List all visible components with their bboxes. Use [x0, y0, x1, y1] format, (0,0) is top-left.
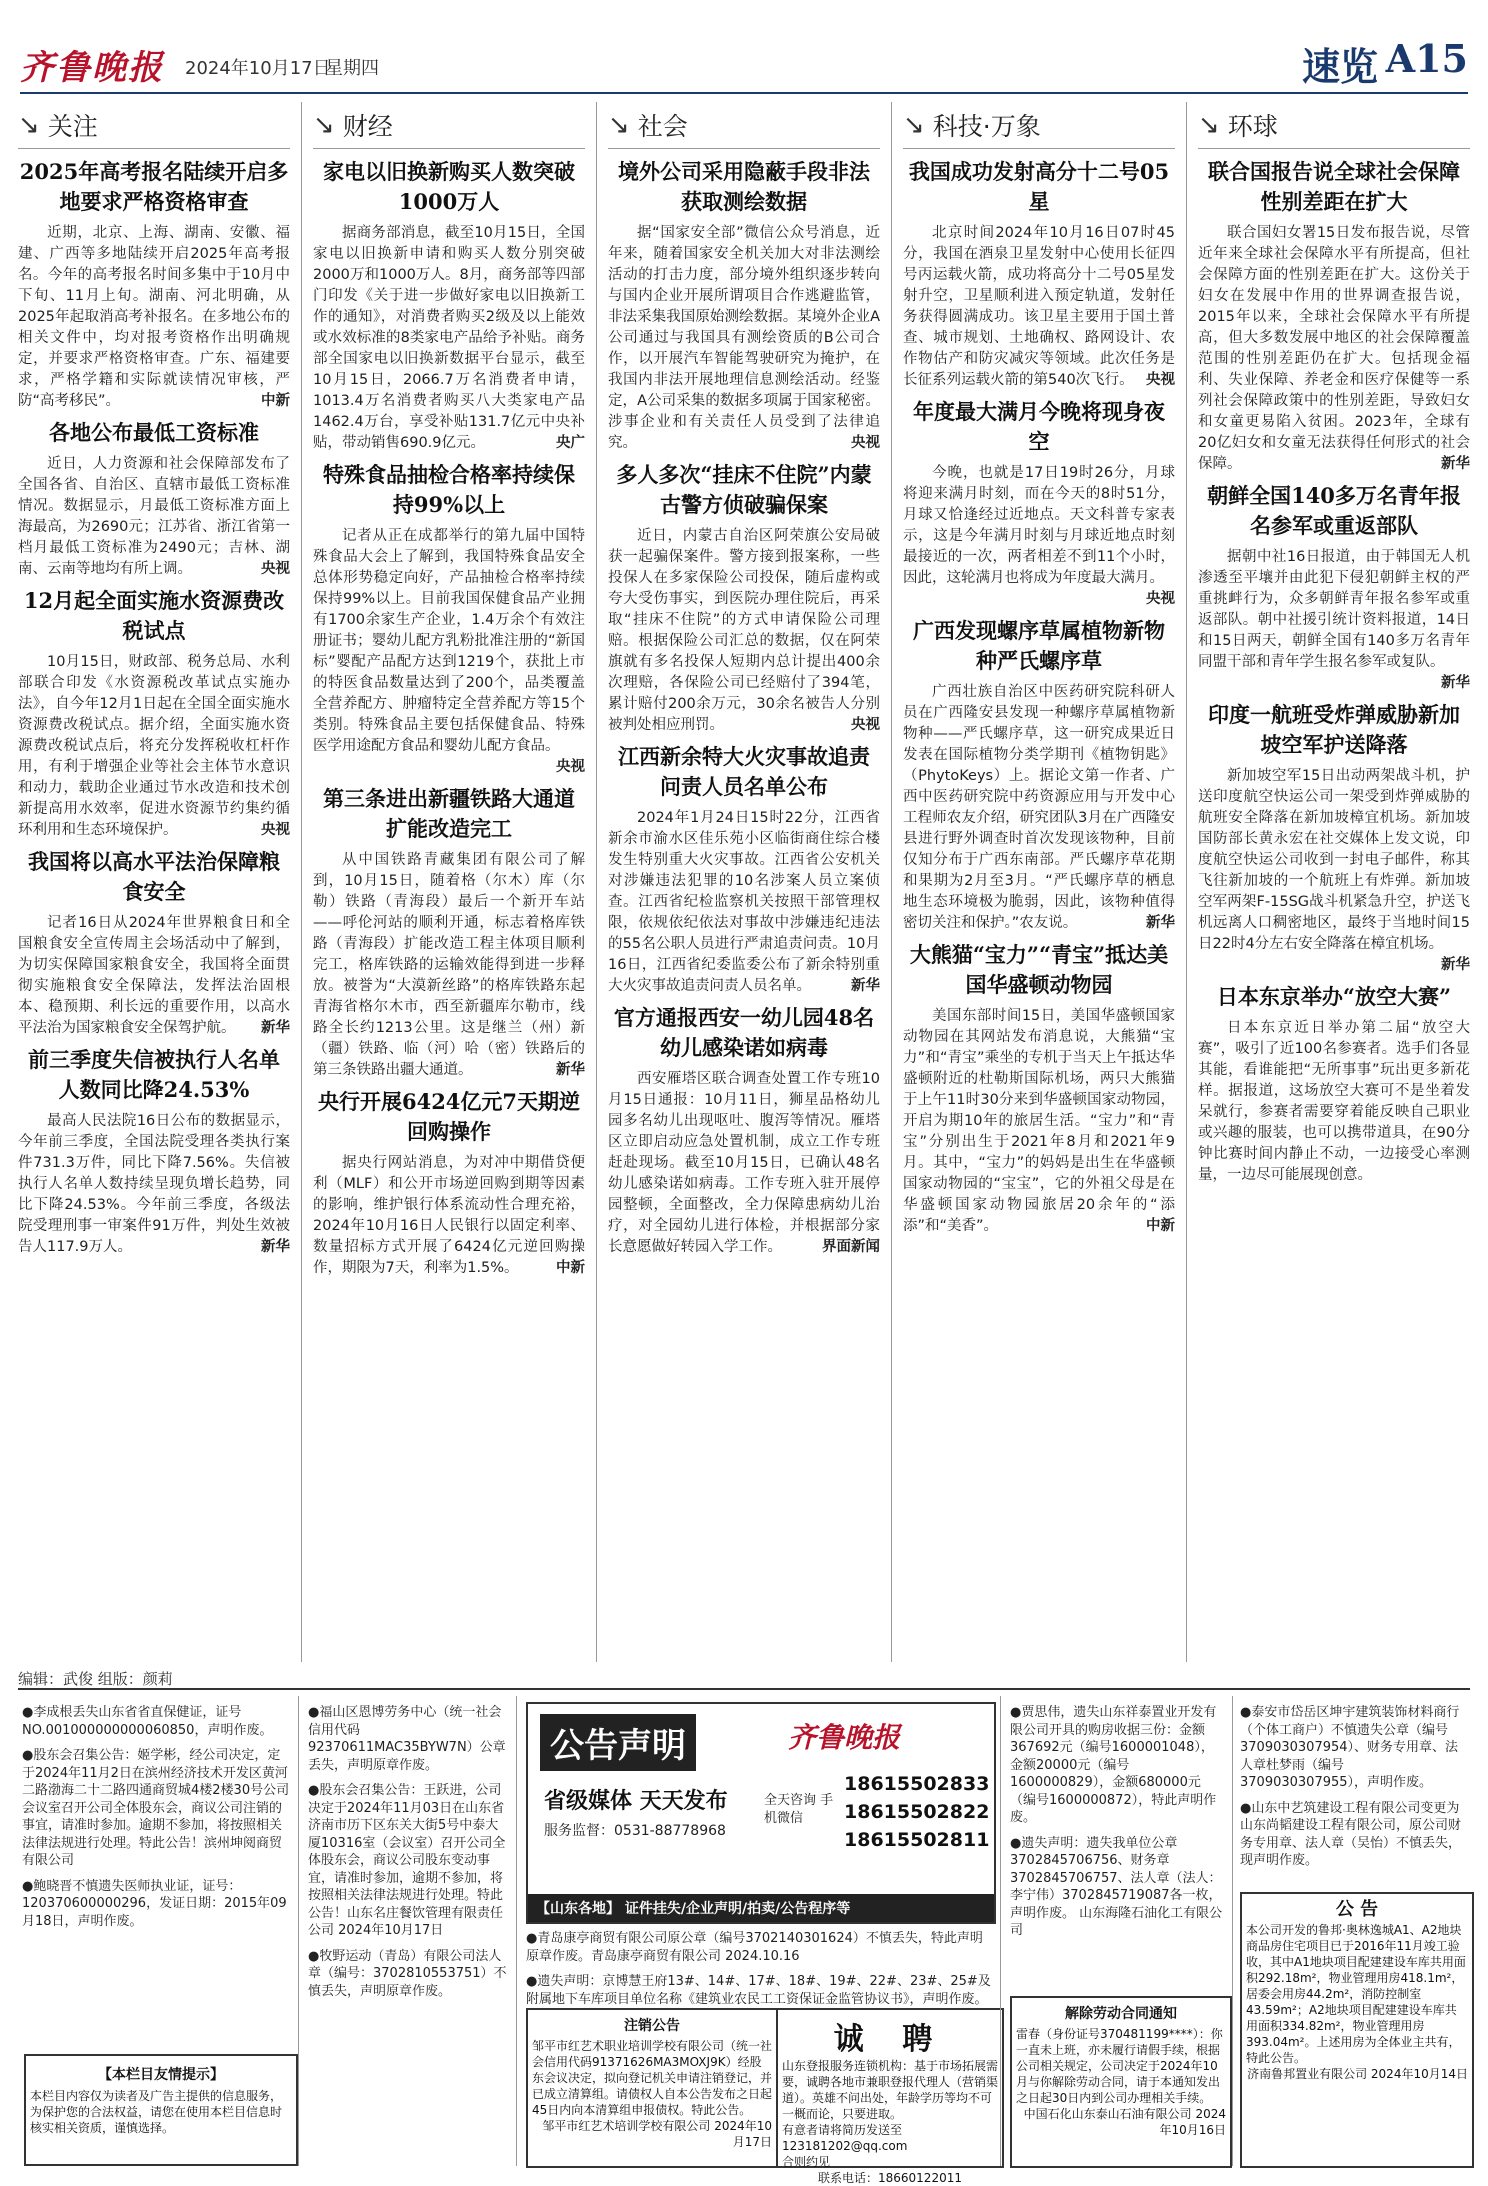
notice-title: 公告声明 — [540, 1714, 696, 1771]
ads-divider — [1232, 1696, 1233, 2166]
news-article — [608, 460, 880, 736]
article-text: 据商务部消息，截至10月15日，全国家电以旧换新申请和购买人数分别突破2000万和1000万人。8月，商务部等四部门印发《关于进一步做好家电以旧换新工作的通知》，对消费者购买2级及以上能效或水效标准的8类家电产品给予补贴。商务部全国家电以旧换新数据平台显示，截至10月15日，2066.7万名消费者申请，1013.4万名消费者购买八大类家电产品1462.4万台，享受补贴131.7亿元中央补贴，带动销售690.9亿元。 — [313, 225, 585, 451]
notice-phone: 18615502822 — [844, 1801, 990, 1823]
article-text: 据央行网站消息，为对冲中期借贷便利（MLF）和公开市场逆回购到期等因素的影响，维护银行体系流动性合理充裕，2024年10月16日人民银行以固定利率、数量招标方式开展了6424亿元逆回购操作，期限为7天，利率为1.5%。 — [313, 1155, 585, 1276]
column-title: 科技·万象 — [932, 112, 1041, 141]
article-text: 记者从正在成都举行的第九届中国特殊食品大会上了解到，我国特殊食品安全总体形势稳定向好，产品抽检合格率持续保持99%以上。目前我国保健食品产业拥有1700余家生产企业，1.4万余个有效注册证书；婴幼儿配方乳粉批准注册的“新国标”婴配产品配方达到1219个，获批上市的特医食品数量达到了200个，品类覆盖全营养配方、肿瘤特定全营养配方等15个类别。特殊食品主要包括保健食品、特殊医学用途配方食品和婴幼儿配方食品。 — [313, 528, 585, 754]
notice-slogan: 省级媒体 天天发布 — [544, 1789, 728, 1814]
news-article — [18, 157, 290, 412]
article-source: 央视 — [1146, 591, 1175, 607]
article-source: 界面新闻 — [822, 1239, 880, 1255]
recruit-ad — [776, 2008, 1004, 2185]
article-body — [608, 526, 880, 736]
news-article — [313, 157, 585, 454]
masthead — [20, 30, 1468, 90]
news-article — [18, 418, 290, 580]
article-headline: 年度最大满月今晚将现身夜空 — [913, 399, 1165, 454]
article-text: 今晚，也就是17日19时26分，月球将迎来满月时刻，而在今天的8时51分，月球又恰逢经过近地点。天文科普专家表示，这是今年满月时刻与月球近地点时刻最接近的一次，两者相差不到11个小时，因此，这轮满月也将成为年度最大满月。 — [903, 465, 1175, 586]
article-source: 新华 — [851, 978, 880, 994]
issue-date: 2024年10月17日 — [185, 58, 331, 79]
article-source: 中新 — [556, 1260, 585, 1276]
article-source: 新华 — [261, 1020, 290, 1036]
recruit-closing: 合则约见 — [782, 2155, 831, 2169]
news-article — [313, 1087, 585, 1279]
editor-line: 编辑：武俊 组版：颜莉 — [18, 1670, 173, 1688]
classified-item: ●贾思伟，遗失山东祥泰置业开发有限公司开具的购房收据三份：金额367692元（编号1600001048），金额20000元（编号1600000829），金额680000元（编号1600000872），特此声明作废。 — [1010, 1705, 1217, 1825]
article-text: 北京时间2024年10月16日07时45分，我国在酒泉卫星发射中心使用长征四号丙运载火箭，成功将高分十二号05星发射升空，卫星顺利进入预定轨道，发射任务获得圆满成功。该卫星主要用于国土普查、城市规划、土地确权、路网设计、农作物估产和防灾减灾等领域。此次任务是长征系列运载火箭的第540次飞行。 — [903, 225, 1175, 388]
labor-title: 解除劳动合同通知 — [1065, 2006, 1177, 2022]
article-body — [18, 1111, 290, 1258]
column-title: 社会 — [637, 112, 688, 141]
ads-divider — [298, 1696, 299, 2166]
article-headline: 前三季度失信被执行人名单人数同比降24.53% — [28, 1047, 280, 1102]
announcement — [1240, 1892, 1474, 2168]
article-body — [1198, 766, 1470, 976]
article-body — [313, 850, 585, 1081]
news-article — [1198, 157, 1470, 475]
article-source: 央视 — [851, 435, 880, 451]
news-column — [18, 102, 290, 1662]
article-headline: 特殊食品抽检合格率持续保持99%以上 — [323, 462, 575, 517]
news-article — [313, 460, 585, 778]
article-source: 新华 — [1441, 675, 1470, 691]
news-column — [608, 102, 880, 1662]
article-text: 记者16日从2024年世界粮食日和全国粮食安全宣传周主会场活动中了解到，为切实保障国家粮食安全，我国将全面贯彻实施粮食安全保障法，发挥法治固根本、稳预期、利长远的重要作用，以高水平法治为国家粮食安全保驾护航。 — [18, 915, 290, 1036]
article-source: 央视 — [261, 561, 290, 577]
article-text: 美国东部时间15日，美国华盛顿国家动物园在其网站发布消息说，大熊猫“宝力”和“青宝”乘坐的专机于当天上午抵达华盛顿附近的杜勒斯国际机场，两只大熊猫于上午11时30分来到华盛顿国家动物园，开启为期10年的旅居生活。“宝力”和“青宝”分别出生于2021年8月和2021年9月。其中，“宝力”的妈妈是出生在华盛顿国家动物园的“宝宝”，它的外祖父母是在华盛顿国家动物园旅居20余年的“添添”和“美香”。 — [903, 1008, 1175, 1234]
page-number: A15 — [1385, 36, 1468, 81]
article-headline: 广西发现螺序草属植物新物种严氏螺序草 — [913, 618, 1165, 673]
column-divider — [596, 102, 597, 1662]
article-body — [18, 454, 290, 580]
article-source: 央视 — [1146, 372, 1175, 388]
article-body — [313, 1153, 585, 1279]
news-article — [18, 586, 290, 841]
article-headline: 印度一航班受炸弹威胁新加坡空军护送降落 — [1208, 702, 1460, 757]
ads-column-4 — [1010, 1704, 1224, 1948]
article-headline: 我国成功发射高分十二号05星 — [908, 159, 1170, 214]
article-body — [608, 223, 880, 454]
article-text: 新加坡空军15日出动两架战斗机，护送印度航空快运公司一架受到炸弹威胁的航班安全降落在新加坡樟宜机场。新加坡国防部长黄永宏在社交媒体上发文说，印度航空快运公司收到一封电子邮件，称其飞往新加坡的一个航班上有炸弹。新加坡空军两架F-15SG战斗机紧急升空，护送飞机远离人口稠密地区，最终于当地时间15日22时4分左右安全降落在樟宜机场。 — [1198, 768, 1470, 952]
article-text: 联合国妇女署15日发布报告说，尽管近年来全球社会保障水平有所提高，但社会保障方面的性别差距在扩大。这份关于妇女在发展中作用的世界调查报告说，2015年以来，全球社会保障水平有所提高，但大多数发展中地区的社会保障覆盖范围的性别差距仍在扩大。包括现金福利、失业保障、养老金和医疗保健等一系列社会保障政策中的性别差距，导致妇女和女童更易陷入贫困。2023年，全球有20亿妇女和女童无法获得任何形式的社会保障。 — [1198, 225, 1470, 472]
article-headline: 日本东京举办“放空大赛” — [1216, 984, 1452, 1009]
article-source: 新华 — [1441, 456, 1470, 472]
ads-column-2 — [308, 1704, 508, 2008]
column-header — [313, 102, 585, 149]
article-text: 2024年1月24日15时22分，江西省新余市渝水区佳乐苑小区临街商住综合楼发生特别重大火灾事故。江西省公安机关对涉嫌违法犯罪的10名涉案人员立案侦查。江西省纪检监察机关按照干部管理权限，依规依纪依法对事故中涉嫌违纪违法的55名公职人员进行严肃追责问责。10月16日，江西省纪委监委公布了新余特别重大火灾事故追责问责人员名单。 — [608, 810, 880, 994]
article-text: 据“国家安全部”微信公众号消息，近年来，随着国家安全机关加大对非法测绘活动的打击力度，部分境外组织逐步转向与国内企业开展所谓项目合作逃避监管，非法采集我国原始测绘数据。某境外企业A公司通过与我国具有测绘资质的B公司合作，以开展汽车智能驾驶研究为掩护，在我国内非法开展地理信息测绘活动。经鉴定，A公司采集的数据多项属于国家秘密。涉事企业和有关责任人员受到了法律追究。 — [608, 225, 880, 451]
article-source: 新华 — [1441, 957, 1470, 973]
article-headline: 联合国报告说全球社会保障性别差距在扩大 — [1208, 159, 1460, 214]
recruit-email: 有意者请将简历发送至123181202@qq.com — [782, 2123, 908, 2153]
article-headline: 朝鲜全国140多万名青年报名参军或重返部队 — [1207, 483, 1461, 538]
article-body — [903, 223, 1175, 391]
article-text: 近期，北京、上海、湖南、安徽、福建、广西等多地陆续开启2025年高考报名。今年的高考报名时间多集中于10月中下旬、11月上旬。湖南、河北明确，从2025年起取消高考补报名。在多地公布的相关文件中，均对报考资格作出明确规定，并要求严格资格审查。广东、福建要求，严格学籍和实际就读情况审核，严防“高考移民”。 — [18, 225, 290, 409]
classified-item: ●股东会召集公告：姬学彬，经公司决定，定于2024年11月2日在滨州经济技术开发区黄河二路渤海二十二路四通商贸城4楼2楼30号公司会议室召开公司全体股东会，商议公司注销的事宜，请准时参加。逾期不参加，将按照相关法律法规进行处理。特此公告！滨州坤阅商贸有限公司 — [22, 1748, 290, 1868]
labor-signer: 中国石化山东泰山石油有限公司 2024年10月16日 — [1023, 2107, 1226, 2137]
news-columns — [18, 102, 1470, 1662]
news-article — [903, 157, 1175, 391]
arrow-icon: ↘ — [608, 110, 630, 140]
tip-body: 本栏目内容仅为读者及广告主提供的信息服务，为保护您的合法权益，请您在使用本栏目信息时核实相关资质，谨慎选择。 — [30, 2089, 283, 2135]
notice-bar: 【山东各地】 证件挂失/企业声明/拍卖/公告程序等 — [528, 1894, 994, 1922]
news-article — [903, 397, 1175, 610]
classified-item: ●鲍晓晋不慎遗失医师执业证，证号：120370600000296，发证日期：2015年09月18日，声明作废。 — [22, 1878, 287, 1929]
ads-divider — [516, 1696, 517, 2166]
column-title: 环球 — [1227, 112, 1278, 141]
recruit-title: 诚 聘 — [833, 2022, 947, 2057]
article-text: 从中国铁路青藏集团有限公司了解到，10月15日，随着格（尔木）库（尔勒）铁路（青海段）最后一个新开车站——呼伦河站的顺利开通，标志着格库铁路（青海段）扩能改造工程主体项目顺利完工，格库铁路的运输效能得到进一步释放。被誉为“大漠新丝路”的格库铁路东起青海省格尔木市，西至新疆库尔勒市，线路全长约1213公里。这是继兰（州）新（疆）铁路、临（河）哈（密）铁路后的第三条铁路出疆大通道。 — [313, 852, 585, 1078]
cancel-signer: 邹平市红艺术培训学校有限公司 2024年10月17日 — [542, 2119, 772, 2149]
section-name: 速览 — [1301, 44, 1378, 89]
article-text: 近日，人力资源和社会保障部发布了全国各省、自治区、直辖市最低工资标准情况。数据显示，月最低工资标准方面上海最高，为2690元；江苏省、浙江省第一档月最低工资标准为2490元；吉林、湖南、云南等地均有所上调。 — [18, 456, 290, 577]
article-source: 央视 — [261, 822, 290, 838]
tip-title: 【本栏目友情提示】 — [98, 2067, 224, 2083]
article-body — [608, 1069, 880, 1258]
news-article — [18, 1045, 290, 1258]
cancel-notice — [526, 2008, 778, 2168]
notice-brand: 齐鲁晚报 — [788, 1721, 901, 1754]
news-article — [18, 847, 290, 1039]
article-source: 中新 — [261, 393, 290, 409]
article-body — [18, 223, 290, 412]
article-body — [1198, 223, 1470, 475]
article-headline: 大熊猫“宝力”“青宝”抵达美国华盛顿动物园 — [909, 942, 1169, 997]
article-source: 新华 — [1146, 915, 1175, 931]
column-divider — [1186, 102, 1187, 1662]
article-headline: 官方通报西安一幼儿园48名幼儿感染诺如病毒 — [613, 1005, 875, 1060]
classified-item: ●股东会召集公告：王跃进，公司决定于2024年11月03日在山东省济南市历下区东关大街5号中泰大厦10316室（会议室）召开公司全体股东会，商议公司股东变动事宜，请准时参加，逾期不参加，将按照相关法律法规进行处理。特此公告！山东名庄餐饮管理有限责任公司 2024年10月17日 — [308, 1783, 506, 1938]
issue-weekday: 星期四 — [325, 58, 379, 79]
article-headline: 江西新余特大火灾事故追责问责人员名单公布 — [618, 744, 870, 799]
article-body — [903, 463, 1175, 610]
news-article — [903, 940, 1175, 1237]
ads-rule — [18, 1688, 1470, 1690]
classified-item: ●李成根丢失山东省省直保健证，证号NO.001000000000060850，声明作废。 — [22, 1705, 273, 1738]
ads-divider — [1000, 1696, 1001, 2166]
article-body — [18, 913, 290, 1039]
news-article — [608, 157, 880, 454]
article-body — [1198, 547, 1470, 694]
article-body — [903, 1006, 1175, 1237]
article-headline: 家电以旧换新购买人数突破1000万人 — [323, 159, 575, 214]
article-source: 新华 — [261, 1239, 290, 1255]
news-article — [1198, 481, 1470, 694]
article-headline: 12月起全面实施水资源费改税试点 — [23, 588, 285, 643]
news-article — [903, 616, 1175, 934]
article-body — [18, 652, 290, 841]
classified-item: ●福山区恩博劳务中心（统一社会信用代码92370611MAC35BYW7N）公章丢失，声明原章作废。 — [308, 1705, 506, 1773]
article-text: 日本东京近日举办第二届“放空大赛”，吸引了近100名参赛者。选手们各显其能，看谁能把“无所事事”玩出更多新花样。据报道，这场放空大赛可不是坐着发呆就行，参赛者需要穿着能反映自己职业或兴趣的服装，也可以携带道具，在90分钟比赛时间内静止不动，一边接受心率测量，一边尽可能展现创意。 — [1198, 1020, 1470, 1183]
article-text: 广西壮族自治区中医药研究院科研人员在广西隆安县发现一种螺序草属植物新物种——严氏螺序草，这一研究成果近日发表在国际植物分类学期刊《植物钥匙》（PhytoKeys）上。据论文第一作者、广西中医药研究院中药资源应用与开发中心工程师农友介绍，研究团队3月在广西隆安县进行野外调查时首次发现该物种，目前仅知分布于广西东南部。严氏螺序草花期和果期为2月至3月。“严氏螺序草的栖息地生态环境极为脆弱，因此，该物种值得密切关注和保护。”农友说。 — [903, 684, 1175, 931]
cancel-title: 注销公告 — [624, 2018, 680, 2034]
article-source: 新华 — [556, 1062, 585, 1078]
cancel-body: 邹平市红艺术职业培训学校有限公司（统一社会信用代码91371626MA3MOXJ9K）经股东会议决定，拟向登记机关申请注销登记，并已成立清算组。请债权人自本公告发布之日起45日内向本清算组申报债权。特此公告。 — [532, 2039, 773, 2117]
classified-item: ●遗失声明：遗失我单位公章3702845706756、财务章3702845706757、法人章（法人：李宁伟）3702845719087各一枚，声明作废。 山东海隆石油化工有限公司 — [1010, 1835, 1223, 1938]
news-article — [1198, 982, 1470, 1186]
news-article — [608, 742, 880, 997]
article-headline: 央行开展6424亿元7天期逆回购操作 — [317, 1089, 581, 1144]
article-text: 西安雁塔区联合调查处置工作专班10月15日通报：10月11日，狮星品格幼儿园多名幼儿出现呕吐、腹泻等情况。雁塔区立即启动应急处置机制，成立工作专班赶赴现场。截至10月15日，已确认48名幼儿感染诺如病毒。工作专班入驻开展停园整顿，全面整改，全力保障患病幼儿治疗，对全园幼儿进行体检，并根据部分家长意愿做好转园入学工作。 — [608, 1071, 880, 1255]
article-headline: 各地公布最低工资标准 — [49, 420, 259, 445]
article-headline: 2025年高考报名陆续开启多地要求严格资格审查 — [19, 159, 289, 214]
announce-title: 公 告 — [1335, 1899, 1379, 1920]
notice-ad — [526, 1702, 996, 1924]
column-header — [1198, 102, 1470, 149]
news-article — [608, 1003, 880, 1258]
news-article — [313, 784, 585, 1081]
notice-service: 全天咨询 手机微信 — [764, 1793, 834, 1826]
tip-box — [24, 2054, 298, 2166]
column-divider — [891, 102, 892, 1662]
classified-item: ●遗失声明：京博慧王府13#、14#、17#、18#、19#、22#、23#、25#及附属地下车库项目单位名称《建筑业农民工工资保证金监管协议书》，声明作废。 — [526, 1974, 991, 2007]
ads-middle — [526, 1930, 992, 2016]
news-column — [903, 102, 1175, 1662]
article-source: 央视 — [556, 759, 585, 775]
arrow-icon: ↘ — [18, 110, 40, 140]
column-title: 关注 — [47, 112, 98, 141]
classified-ads — [18, 1696, 1470, 2185]
article-headline: 境外公司采用隐蔽手段非法获取测绘数据 — [618, 159, 870, 214]
article-body — [903, 682, 1175, 934]
ads-column-5 — [1240, 1704, 1466, 1878]
classified-item: ●山东中艺筑建设工程有限公司变更为山东尚韬建设工程有限公司，原公司财务专用章、法人章（吴怡）不慎丢失，现声明作废。 — [1240, 1800, 1462, 1868]
ads-column-1 — [22, 1704, 292, 1938]
article-source: 央广 — [556, 435, 585, 451]
news-article — [1198, 700, 1470, 976]
article-source: 中新 — [1146, 1218, 1175, 1234]
arrow-icon: ↘ — [1198, 110, 1220, 140]
article-headline: 我国将以高水平法治保障粮食安全 — [28, 849, 280, 904]
notice-phone: 18615502811 — [844, 1829, 990, 1851]
article-body — [1198, 1018, 1470, 1186]
news-column — [1198, 102, 1470, 1662]
notice-phone: 18615502833 — [844, 1773, 990, 1795]
announce-body: 本公司开发的鲁邦·奥林逸城A1、A2地块商品房住宅项目已于2016年11月竣工验收，其中A1地块项目配建建设车库共用面积292.18m²，物业管理用房418.1m²，居委会用房44.2m²，消防控制室43.59m²；A2地块项目配建建设车库共用面积334.82m²，物业管理用房393.04m²。上述用房为全体业主共有，特此公告。 — [1246, 1923, 1466, 2065]
announce-signer: 济南鲁邦置业有限公司 2024年10月14日 — [1247, 2067, 1468, 2081]
column-title: 财经 — [342, 112, 393, 141]
article-headline: 多人多次“挂床不住院”内蒙古警方侦破骗保案 — [616, 462, 872, 517]
arrow-icon: ↘ — [313, 110, 335, 140]
article-body — [608, 808, 880, 997]
article-text: 10月15日，财政部、税务总局、水利部联合印发《水资源税改革试点实施办法》，自今年12月1日起在全国全面实施水资源费改税试点。据介绍，全面实施水资源费改税试点后，将充分发挥税收杠杆作用，有利于增强企业等社会主体节水意识和动力，载助企业通过节水改造和技术创新提高用水效率，促进水资源节约集约循环利用和生态环境保护。 — [18, 654, 290, 838]
column-header — [903, 102, 1175, 149]
column-header — [608, 102, 880, 149]
article-text: 最高人民法院16日公布的数据显示，今年前三季度，全国法院受理各类执行案件731.3万件，同比下降7.56%。失信被执行人名单人数持续呈现负增长趋势，同比下降24.53%。今年前三季度，各级法院受理刑事一审案件91万件，判处生效被告人117.9万人。 — [18, 1113, 290, 1255]
notice-phones — [844, 1770, 989, 1854]
column-divider — [301, 102, 302, 1662]
classified-item: ●青岛康亭商贸有限公司原公章（编号3702140301624）不慎丢失，特此声明原章作废。青岛康亭商贸有限公司 2024.10.16 — [526, 1931, 983, 1964]
classified-item: ●泰安市岱岳区坤宇建筑装饰材料商行（个体工商户）不慎遗失公章（编号3709030307954）、财务专用章、法人章杜梦雨（编号3709030307955），声明作废。 — [1240, 1705, 1460, 1790]
article-body — [313, 526, 585, 778]
column-header — [18, 102, 290, 149]
arrow-icon: ↘ — [903, 110, 925, 140]
labor-notice — [1010, 1996, 1232, 2168]
classified-item: ●牧野运动（青岛）有限公司法人章（编号：3702810553751）不慎丢失，声明原章作废。 — [308, 1948, 507, 1999]
newspaper-logo: 齐鲁晚报 — [20, 48, 164, 88]
news-column — [313, 102, 585, 1662]
article-text: 近日，内蒙古自治区阿荣旗公安局破获一起骗保案件。警方接到报案称，一些投保人在多家保险公司投保，随后虚构或夸大受伤事实，到医院办理住院后，再采取“挂床不住院”的方式申请保险公司理赔。根据保险公司汇总的数据，仅在阿荣旗就有多名投保人短期内总计提出400余次理赔，各保险公司已经赔付了394笔，累计赔付200余万元，30余名被告人分别被判处相应刑罚。 — [608, 528, 880, 733]
article-source: 央视 — [851, 717, 880, 733]
notice-hotline: 服务监督：0531-88778968 — [544, 1823, 726, 1839]
article-headline: 第三条进出新疆铁路大通道扩能改造完工 — [323, 786, 575, 841]
recruit-contact: 联系电话：18660122011 — [818, 2171, 962, 2185]
article-body — [313, 223, 585, 454]
top-rule — [20, 92, 1468, 94]
labor-body: 雷春（身份证号370481199****）：你一直未上班，亦未履行请假手续，根据公司相关规定，公司决定于2024年10月与你解除劳动合同，请于本通知发出之日起30日内到公司办理相关手续。 — [1016, 2027, 1223, 2105]
article-text: 据朝中社16日报道，由于韩国无人机渗透至平壤并由此犯下侵犯朝鲜主权的严重挑衅行为，众多朝鲜青年报名参军或重返部队。朝中社援引统计资料报道，14日和15日两天，朝鲜全国有140多万名青年同盟干部和青年学生报名参军或复队。 — [1198, 549, 1470, 670]
recruit-body: 山东登报服务连锁机构：基于市场拓展需要，诚聘各地市兼职登报代理人（营销渠道）。英雄不问出处，年龄学历等均不可一概而论，只要进取。 — [782, 2059, 999, 2121]
